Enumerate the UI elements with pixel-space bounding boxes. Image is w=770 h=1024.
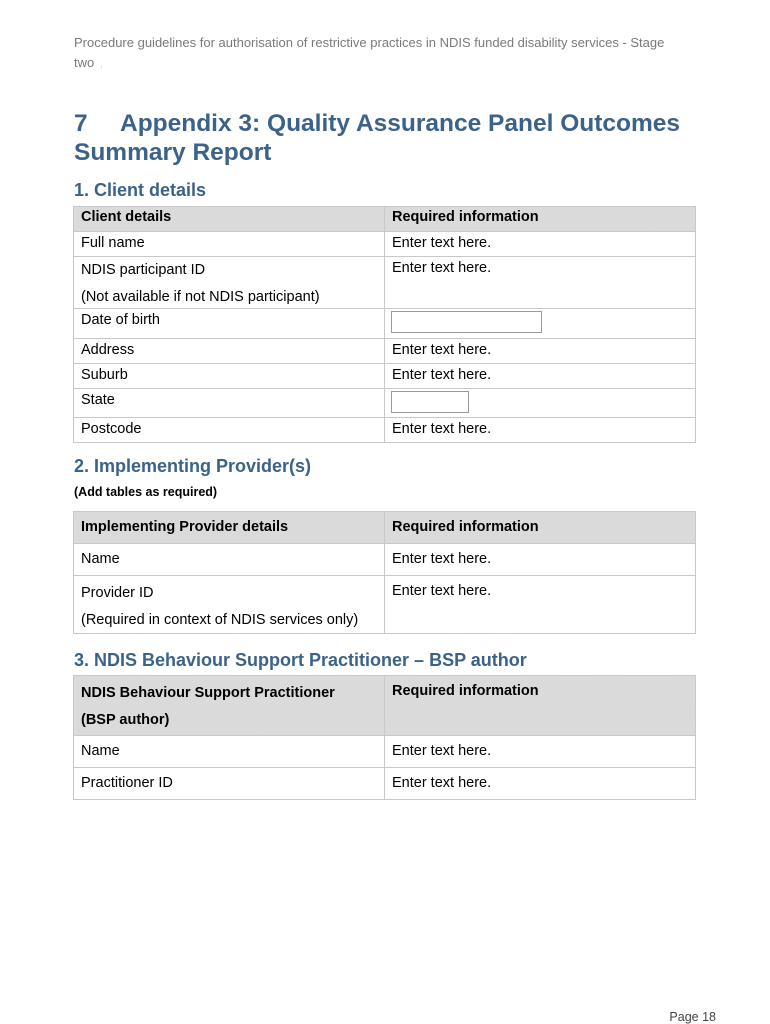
field-label: Name xyxy=(74,736,385,768)
running-header-text: Procedure guidelines for authorisation of restrictive practices in NDIS funded disability services - Stage two xyxy=(74,35,665,70)
chapter-title: Appendix 3: Quality Assurance Panel Outcomes Summary Report xyxy=(74,110,681,166)
table-row xyxy=(74,309,696,339)
field-label: State xyxy=(74,389,385,418)
practitioner-id-field[interactable]: Enter text here. xyxy=(385,768,696,800)
provider-id-field[interactable]: Enter text here. xyxy=(385,576,696,634)
field-label: Practitioner ID xyxy=(74,768,385,800)
header-mark: , xyxy=(100,59,103,69)
field-label-cell xyxy=(74,257,385,309)
suburb-field[interactable]: Enter text here. xyxy=(385,364,696,389)
table-row xyxy=(74,389,696,418)
column-header: Implementing Provider details xyxy=(74,512,385,544)
running-header xyxy=(74,33,694,74)
field-label: Postcode xyxy=(74,418,385,443)
ndis-participant-id-field[interactable]: Enter text here. xyxy=(385,257,696,309)
section-title-client-details: 1. Client details xyxy=(74,180,207,200)
table-row xyxy=(74,736,696,768)
column-header: Required information xyxy=(385,512,696,544)
table-row xyxy=(74,339,696,364)
field-label: NDIS participant ID xyxy=(81,262,206,278)
table-row xyxy=(74,576,696,634)
section-title-implementing-providers: 2. Implementing Provider(s) xyxy=(74,456,312,476)
column-header: Required information xyxy=(385,676,696,736)
table-row xyxy=(74,418,696,443)
column-header: NDIS Behaviour Support Practitioner xyxy=(81,685,335,701)
column-header: Required information xyxy=(385,207,696,232)
implementing-provider-table xyxy=(73,511,696,634)
field-label: Name xyxy=(74,544,385,576)
practitioner-name-field[interactable]: Enter text here. xyxy=(385,736,696,768)
chapter-heading xyxy=(74,109,694,167)
chapter-number: 7 xyxy=(74,110,88,137)
provider-name-field[interactable]: Enter text here. xyxy=(385,544,696,576)
field-label: Suburb xyxy=(74,364,385,389)
section-title-bsp-author: 3. NDIS Behaviour Support Practitioner – BSP author xyxy=(74,650,527,670)
table-row xyxy=(74,364,696,389)
date-of-birth-cell xyxy=(385,309,696,339)
table-header-row xyxy=(74,676,696,736)
bsp-practitioner-table xyxy=(73,675,696,800)
field-label-note: (Not available if not NDIS participant) xyxy=(81,289,320,305)
full-name-field[interactable]: Enter text here. xyxy=(385,232,696,257)
table-header-row xyxy=(74,207,696,232)
page-number: Page 18 xyxy=(669,1010,716,1024)
field-label: Full name xyxy=(74,232,385,257)
table-row xyxy=(74,768,696,800)
table-row xyxy=(74,232,696,257)
client-details-table xyxy=(73,206,696,443)
table-row xyxy=(74,544,696,576)
date-of-birth-input[interactable] xyxy=(391,311,542,333)
field-label-note: (Required in context of NDIS services only) xyxy=(81,612,359,628)
table-row xyxy=(74,257,696,309)
section-note: (Add tables as required) xyxy=(74,485,218,499)
column-header: Client details xyxy=(74,207,385,232)
column-header-cell xyxy=(74,676,385,736)
field-label-cell xyxy=(74,576,385,634)
postcode-field[interactable]: Enter text here. xyxy=(385,418,696,443)
field-label: Address xyxy=(74,339,385,364)
state-select[interactable] xyxy=(391,391,469,413)
field-label: Date of birth xyxy=(74,309,385,339)
column-header-line2: (BSP author) xyxy=(81,712,170,728)
table-header-row xyxy=(74,512,696,544)
state-cell xyxy=(385,389,696,418)
field-label: Provider ID xyxy=(81,585,154,601)
address-field[interactable]: Enter text here. xyxy=(385,339,696,364)
